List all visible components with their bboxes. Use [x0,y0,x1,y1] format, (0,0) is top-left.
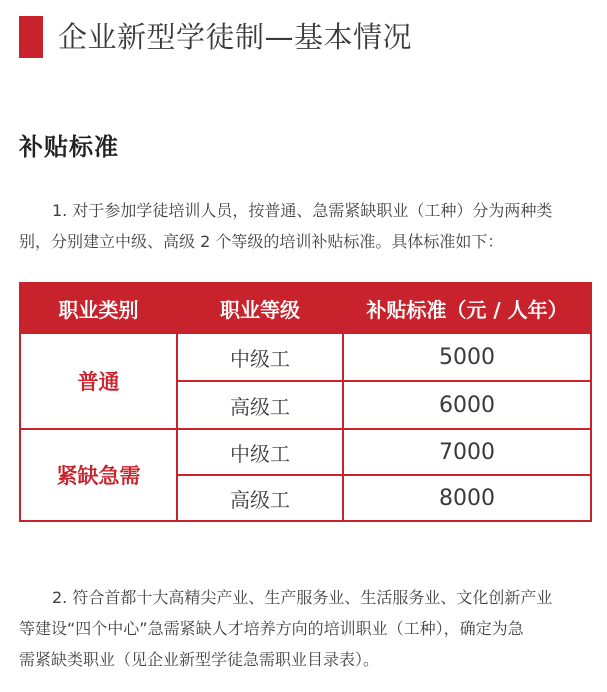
level-cell: 中级工 [177,429,343,475]
section-heading: 补贴标准 [19,133,119,161]
level-cell: 中级工 [177,333,343,381]
amount-cell: 5000 [343,333,591,381]
amount-cell: 7000 [343,429,591,475]
amount-cell: 8000 [343,475,591,521]
table-header-row [20,283,591,333]
level-cell: 高级工 [177,381,343,429]
intro-paragraph [19,195,595,257]
page-title: 企业新型学徒制—基本情况 [58,20,413,54]
criteria-paragraph-line-2: 等建设“四个中心”急需紧缺人才培养方向的培训职业（工种），确定为急 [19,619,524,638]
table-row [20,333,591,381]
category-cell-urgent: 紧缺急需 [20,429,177,521]
table-row [20,429,591,475]
criteria-paragraph-line-3: 需紧缺类职业（见企业新型学徒急需职业目录表）。 [19,650,380,669]
column-header-category: 职业类别 [20,283,177,333]
column-header-subsidy: 补贴标准（元 / 人年） [343,283,591,333]
category-cell-ordinary: 普通 [20,333,177,429]
amount-cell: 6000 [343,381,591,429]
criteria-paragraph [19,582,595,675]
intro-paragraph-line-1: 1. 对于参加学徒培训人员，按普通、急需紧缺职业（工种）分为两种类 [52,201,553,220]
title-accent-bar [19,16,43,58]
criteria-paragraph-line-1: 2. 符合首都十大高精尖产业、生产服务业、生活服务业、文化创新产业 [52,588,553,607]
level-cell: 高级工 [177,475,343,521]
column-header-level: 职业等级 [177,283,343,333]
subsidy-standard-table [19,282,592,522]
intro-paragraph-line-2: 别，分别建立中级、高级 2 个等级的培训补贴标准。具体标准如下： [19,232,504,251]
